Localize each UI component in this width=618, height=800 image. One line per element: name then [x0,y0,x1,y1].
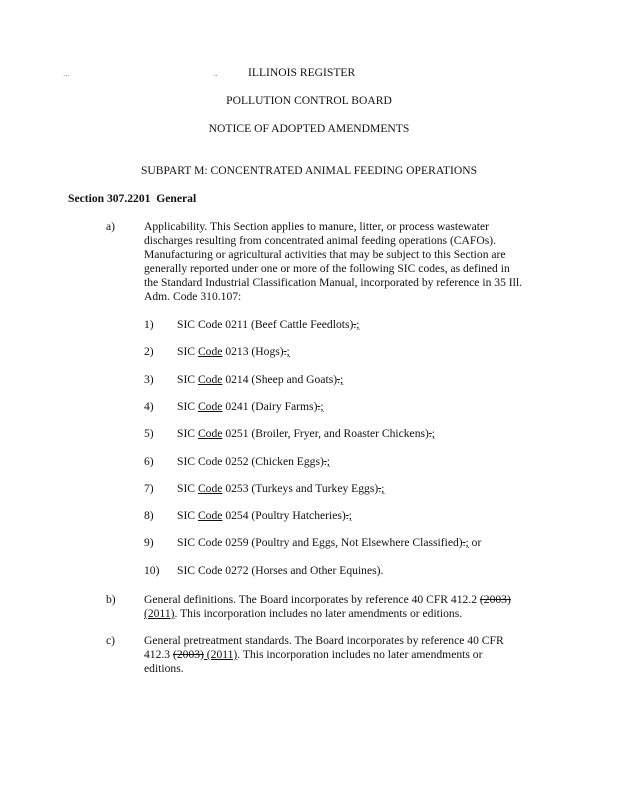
deleted-text: . [353,318,357,331]
list-item-number: 10) [144,564,160,577]
deleted-text: . [345,509,349,522]
inserted-text: ; [339,373,344,386]
list-item-number: 6) [144,455,154,468]
list-item-text: SIC Code 0211 (Beef Cattle Feedlots) [177,318,354,331]
list-item [177,564,383,578]
notice-title: NOTICE OF ADOPTED AMENDMENTS [208,122,410,135]
deleted-text: . [462,536,466,549]
section-heading [68,192,196,206]
subsection-a-line: discharges resulting from concentrated animal feeding operations (CAFOs). [144,234,497,247]
list-item-text: SIC [177,345,198,358]
list-item-number: 4) [144,400,154,413]
list-item [177,455,330,469]
inserted-text: Code [197,400,223,413]
scan-speck: .. [214,70,218,78]
inserted-text: ; [348,509,352,522]
list-item-number: 5) [144,427,154,440]
board-name: POLLUTION CONTROL BOARD [226,94,392,107]
list-item-text: 0214 (Sheep and Goats) [222,373,338,386]
inserted-text: ; [286,345,290,358]
deleted-text: . [337,373,340,386]
list-item-number: 3) [144,373,154,386]
inserted-text: Code [197,345,223,358]
list-item-text: SIC Code 0272 (Horses and Other Equines). [177,564,384,577]
list-item-text: or [468,536,482,549]
inserted-text: ; [431,427,436,440]
section-title: General [156,192,197,205]
deleted-text: . [428,427,432,440]
subsection-c-line [144,648,482,662]
inserted-text: Code [197,373,223,386]
list-item-number: 1) [144,318,154,331]
deleted-text: . [317,400,321,413]
subsection-b-label: b) [106,593,116,606]
deleted-text: . [283,345,287,358]
subsection-b-line [144,593,511,607]
list-item-text: 0213 (Hogs) [222,345,284,358]
list-item-number: 2) [144,345,154,358]
list-item [177,345,290,359]
subsection-b-line [144,607,462,621]
list-item [177,427,435,441]
subpart-heading: SUBPART M: CONCENTRATED ANIMAL FEEDING OPERATIONS [140,164,478,177]
list-item-number: 9) [144,536,154,549]
list-item-text: 0253 (Turkeys and Turkey Eggs) [222,482,379,495]
list-item [177,373,343,387]
inserted-text: ; [320,400,324,413]
list-item-text: 0251 (Broiler, Fryer, and Roaster Chickens) [222,427,429,440]
subsection-c-text: . This incorporation includes no later amendments or [237,648,483,661]
subsection-a-line: Manufacturing or agricultural activities that may be subject to this Section are [144,248,506,261]
deleted-text: . [323,455,327,468]
subsection-c-text: 412.3 [144,648,173,661]
list-item [177,536,481,550]
list-item-number: 7) [144,482,154,495]
inserted-text: ; [356,318,360,331]
list-item-text: SIC [177,509,198,522]
list-item-text: SIC [177,373,198,386]
subsection-a-line: Adm. Code 310.107: [144,290,242,303]
list-item-text: SIC Code 0259 (Poultry and Eggs, Not Elsewhere Classified) [177,536,463,549]
subsection-c-line: editions. [144,662,184,675]
inserted-text: (2011) [144,607,175,620]
subsection-a-line: the Standard Industrial Classification Manual, incorporated by reference in 35 Ill. [144,276,522,289]
deleted-text: (2003) [172,648,204,661]
subsection-b-text: General definitions. The Board incorporates by reference 40 CFR 412.2 [144,593,480,606]
register-title: ILLINOIS REGISTER [248,66,356,79]
list-item-text: 0241 (Dairy Farms) [222,400,318,413]
list-item-text: SIC [177,427,198,440]
list-item [177,482,384,496]
inserted-text: ; [326,455,330,468]
list-item-text: SIC Code 0252 (Chicken Eggs) [177,455,324,468]
list-item-text: 0254 (Poultry Hatcheries) [222,509,346,522]
subsection-c-label: c) [106,634,116,647]
section-number: Section 307.2201 [68,192,151,205]
subsection-a-label: a) [106,220,116,233]
list-item [177,318,360,332]
inserted-text: ; [465,536,469,549]
deleted-text: (2003) [479,593,511,606]
list-item-text: SIC [177,400,198,413]
list-item [177,509,352,523]
deleted-text: . [378,482,382,495]
inserted-text: Code [197,427,223,440]
scan-speck: … [63,70,70,78]
list-item [177,400,324,414]
subsection-a-line: generally reported under one or more of the following SIC codes, as defined in [144,262,510,275]
inserted-text: Code [197,509,223,522]
inserted-text: Code [197,482,223,495]
subsection-b-text: . This incorporation includes no later amendments or editions. [174,607,463,620]
list-item-number: 8) [144,509,154,522]
inserted-text: (2011) [203,648,238,661]
subsection-a-line: Applicability. This Section applies to manure, litter, or process wastewater [144,220,490,233]
inserted-text: ; [381,482,385,495]
list-item-text: SIC [177,482,198,495]
subsection-c-line: General pretreatment standards. The Board incorporates by reference 40 CFR [144,634,504,647]
